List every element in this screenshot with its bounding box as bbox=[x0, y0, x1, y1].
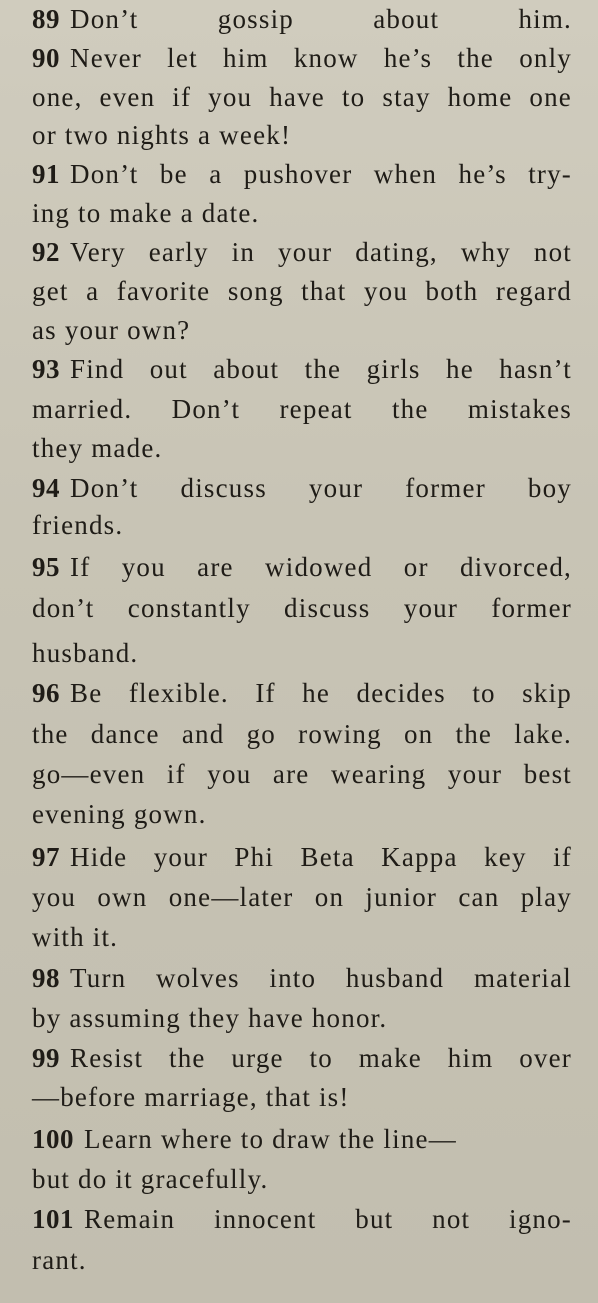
item-100-line-1 bbox=[32, 1122, 572, 1156]
item-text: Resist the urge to make him over bbox=[70, 1043, 572, 1073]
item-97-line-2 bbox=[32, 880, 572, 914]
item-text: they made. bbox=[32, 433, 163, 463]
item-text: Very early in your dating, why not bbox=[70, 237, 572, 267]
item-97-line-3 bbox=[32, 920, 572, 954]
item-text: with it. bbox=[32, 922, 119, 952]
item-text: Remain innocent but not igno- bbox=[84, 1204, 572, 1234]
item-number: 98 bbox=[32, 963, 60, 993]
item-90-line-2 bbox=[32, 80, 572, 114]
item-94-line-2 bbox=[32, 508, 572, 542]
item-101-line-1 bbox=[32, 1202, 572, 1236]
item-number: 101 bbox=[32, 1204, 74, 1234]
item-text: by assuming they have honor. bbox=[32, 1003, 388, 1033]
item-text: Be flexible. If he decides to skip bbox=[70, 678, 572, 708]
item-number: 99 bbox=[32, 1043, 60, 1073]
item-text: Hide your Phi Beta Kappa key if bbox=[70, 842, 572, 872]
item-text: go—even if you are wearing your best bbox=[32, 759, 572, 789]
item-text: rant. bbox=[32, 1245, 87, 1275]
item-text: evening gown. bbox=[32, 799, 207, 829]
item-text: If you are widowed or divorced, bbox=[70, 552, 572, 582]
item-93-line-2 bbox=[32, 392, 572, 426]
item-text: married. Don’t repeat the mistakes bbox=[32, 394, 572, 424]
item-number: 95 bbox=[32, 552, 60, 582]
item-92-line-1 bbox=[32, 235, 572, 269]
item-text: Don’t be a pushover when he’s try- bbox=[70, 159, 572, 189]
item-101-line-2 bbox=[32, 1243, 572, 1277]
item-number: 94 bbox=[32, 473, 60, 503]
item-89-line-1 bbox=[32, 2, 572, 36]
item-96-line-2 bbox=[32, 717, 572, 751]
item-number: 96 bbox=[32, 678, 60, 708]
item-95-line-1 bbox=[32, 550, 572, 584]
item-text: Find out about the girls he hasn’t bbox=[70, 354, 572, 384]
item-95-line-3 bbox=[32, 636, 572, 670]
item-text: Never let him know he’s the only bbox=[70, 43, 572, 73]
item-text: —before marriage, that is! bbox=[32, 1082, 350, 1112]
item-text: Don’t discuss your former boy bbox=[70, 473, 572, 503]
item-90-line-3 bbox=[32, 118, 572, 152]
item-text: the dance and go rowing on the lake. bbox=[32, 719, 572, 749]
item-text: husband. bbox=[32, 638, 139, 668]
item-text: as your own? bbox=[32, 315, 191, 345]
item-number: 90 bbox=[32, 43, 60, 73]
item-95-line-2 bbox=[32, 591, 572, 625]
item-91-line-1 bbox=[32, 157, 572, 191]
item-98-line-1 bbox=[32, 961, 572, 995]
item-text: ing to make a date. bbox=[32, 198, 260, 228]
item-text: or two nights a week! bbox=[32, 120, 292, 150]
item-92-line-2 bbox=[32, 274, 572, 308]
item-96-line-4 bbox=[32, 797, 572, 831]
item-92-line-3 bbox=[32, 313, 572, 347]
item-text: Turn wolves into husband material bbox=[70, 963, 572, 993]
item-text: Don’t gossip about him. bbox=[70, 4, 572, 34]
item-text: friends. bbox=[32, 510, 124, 540]
item-number: 97 bbox=[32, 842, 60, 872]
item-number: 89 bbox=[32, 4, 60, 34]
item-100-line-2 bbox=[32, 1162, 572, 1196]
item-94-line-1 bbox=[32, 471, 572, 505]
item-text: you own one—later on junior can play bbox=[32, 882, 572, 912]
item-98-line-2 bbox=[32, 1001, 572, 1035]
item-text: but do it gracefully. bbox=[32, 1164, 269, 1194]
item-93-line-3 bbox=[32, 431, 572, 465]
item-96-line-3 bbox=[32, 757, 572, 791]
item-97-line-1 bbox=[32, 840, 572, 874]
item-number: 100 bbox=[32, 1124, 74, 1154]
item-96-line-1 bbox=[32, 676, 572, 710]
item-text: don’t constantly discuss your former bbox=[32, 593, 572, 623]
item-text: Learn where to draw the line— bbox=[84, 1124, 457, 1154]
item-text: one, even if you have to stay home one bbox=[32, 82, 572, 112]
item-90-line-1 bbox=[32, 41, 572, 75]
item-number: 91 bbox=[32, 159, 60, 189]
item-99-line-1 bbox=[32, 1041, 572, 1075]
item-93-line-1 bbox=[32, 352, 572, 386]
item-91-line-2 bbox=[32, 196, 572, 230]
item-number: 92 bbox=[32, 237, 60, 267]
item-99-line-2 bbox=[32, 1080, 572, 1114]
item-number: 93 bbox=[32, 354, 60, 384]
item-text: get a favorite song that you both regard bbox=[32, 276, 572, 306]
